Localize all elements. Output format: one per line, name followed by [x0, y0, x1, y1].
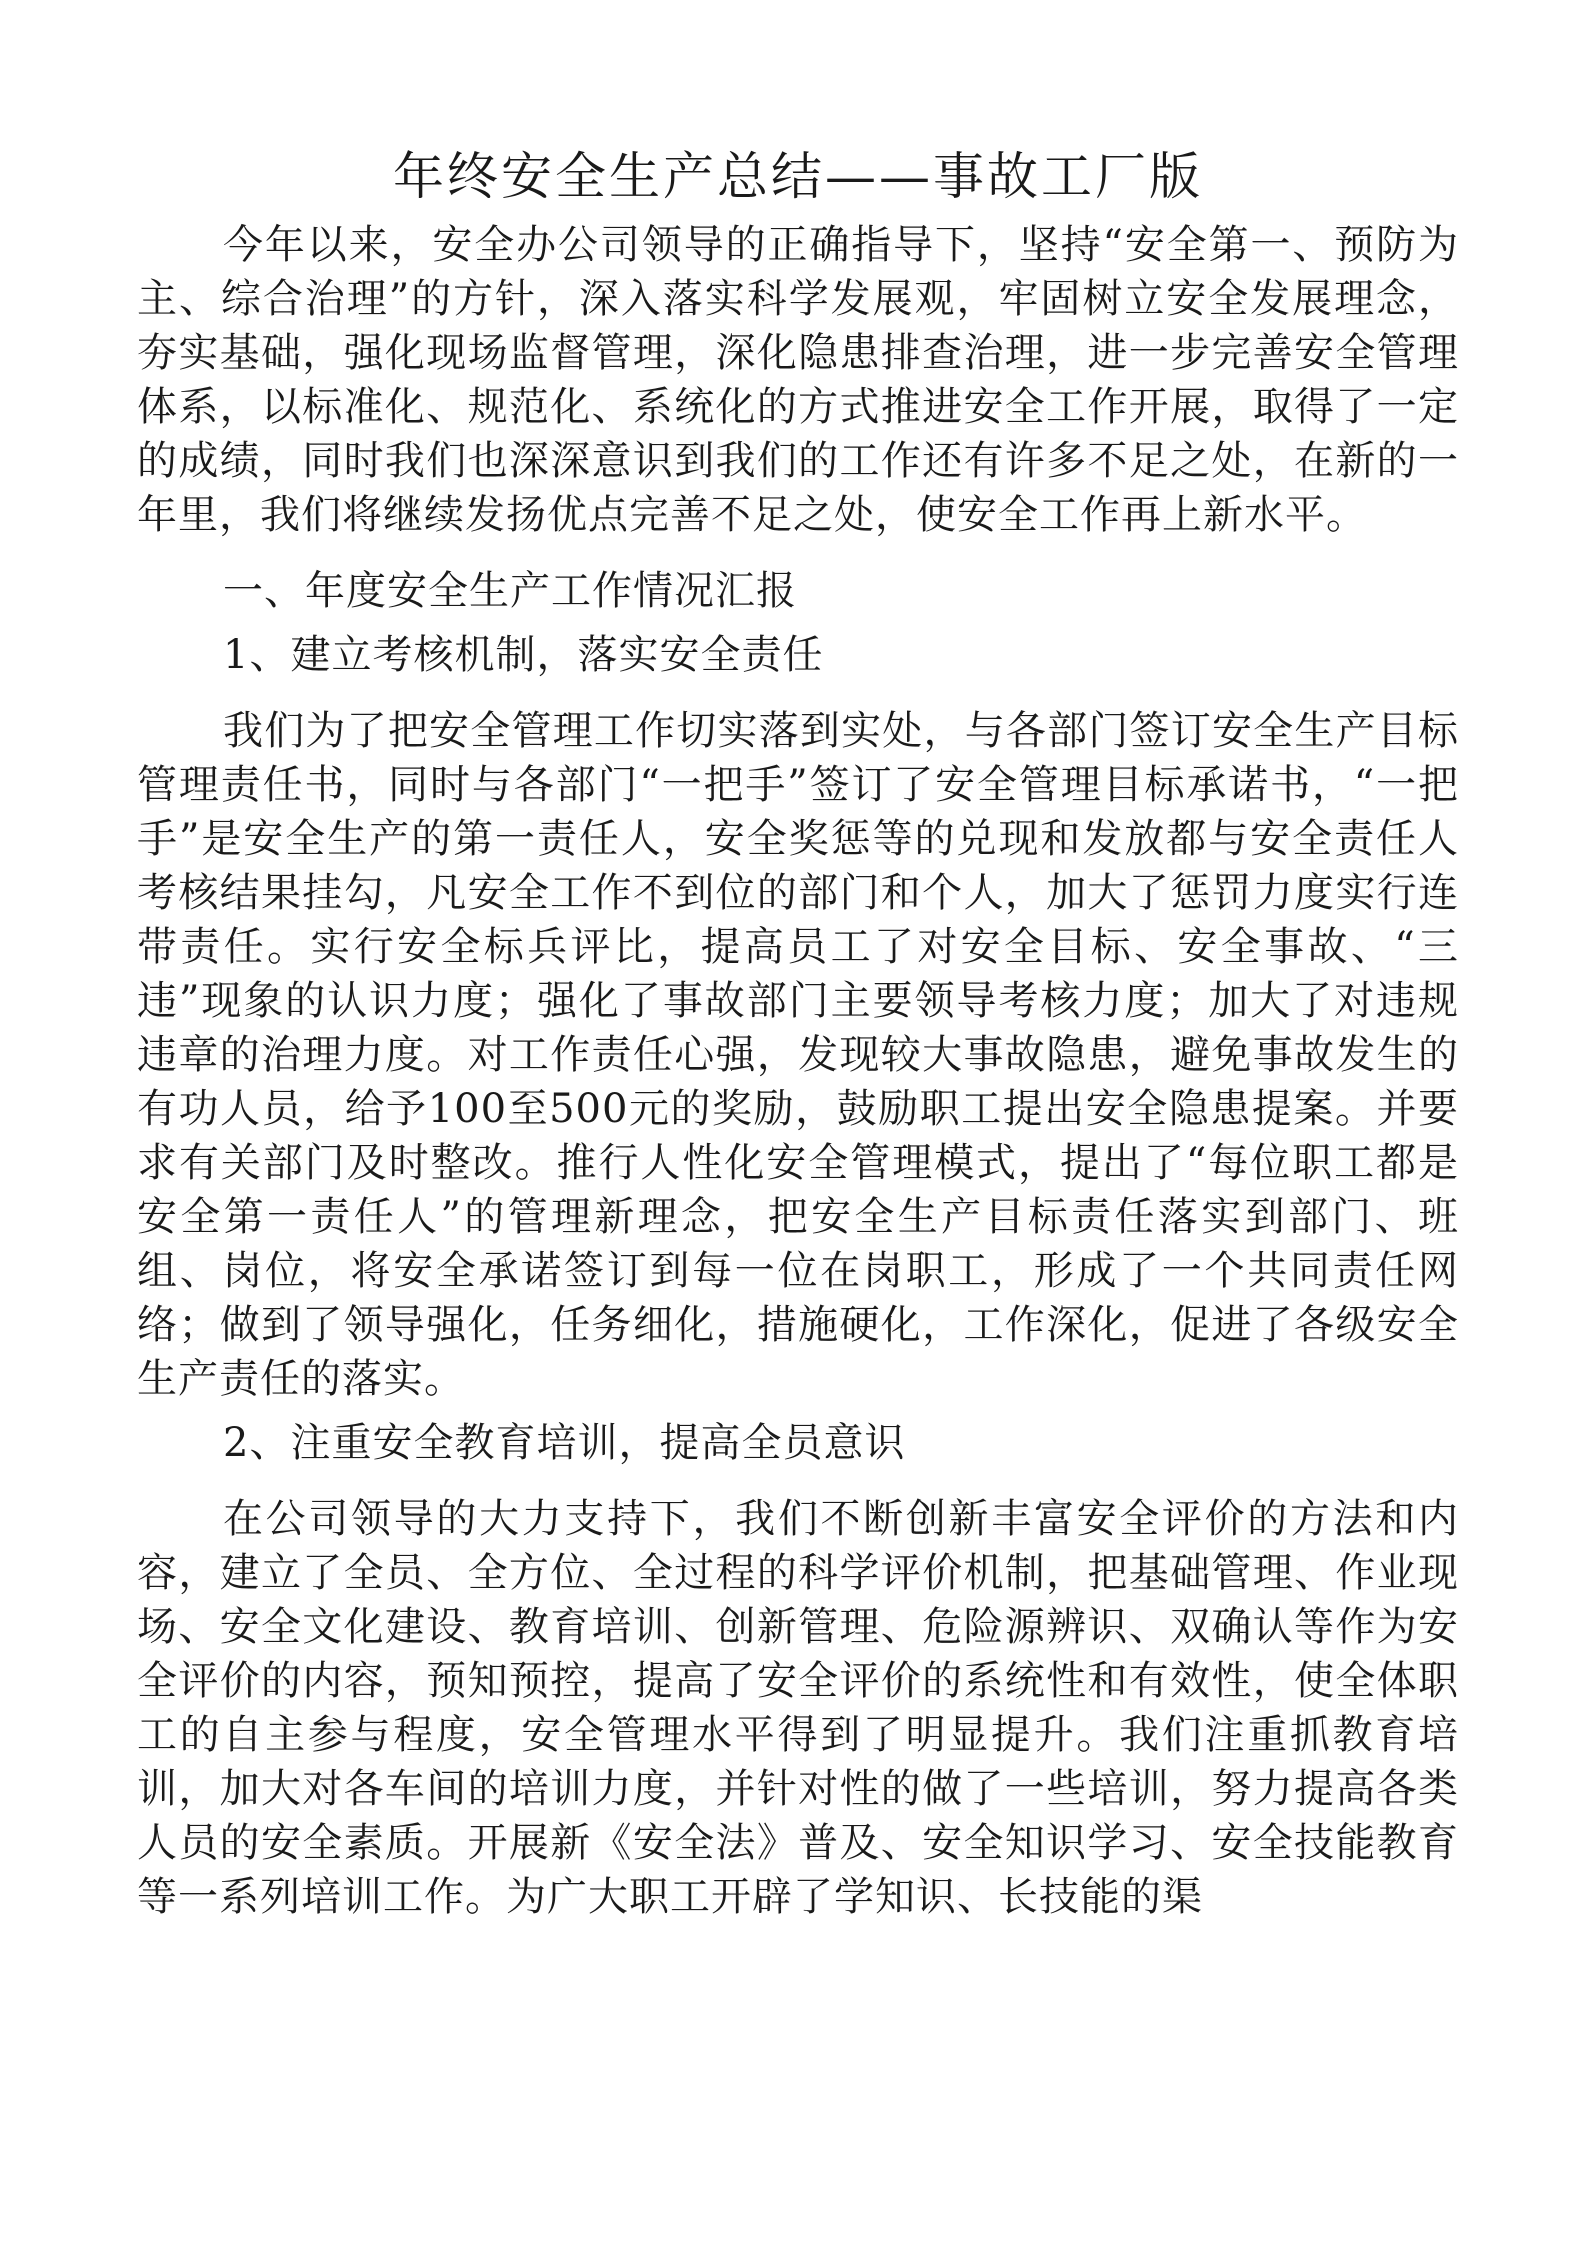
document-title: 年终安全生产总结——事故工厂版 [392, 148, 1203, 207]
section-heading: 一、年度安全生产工作情况汇报 [223, 568, 797, 614]
intro-paragraph: 今年以来，安全办公司领导的正确指导下，坚持“安全第一、预防为主、综合治理”的方针，深入落实科学发展观，牢固树立安全发展理念，夯实基础，强化现场监督管理，深化隐患排查治理，进一步完善安全管理体系，以标准化、规范化、系统化的方式推进安全工作开展，取得了一定的成绩，同时我们也深深意识到我们的工作还有许多不足之处，在新的一年里，我们将继续发扬优点完善不足之处，使安全工作再上新水平。 [137, 222, 1459, 538]
item-paragraph: 我们为了把安全管理工作切实落到实处，与各部门签订安全生产目标管理责任书，同时与各部门“一把手”签订了安全管理目标承诺书，“一把手”是安全生产的第一责任人，安全奖惩等的兑现和发放都与安全责任人考核结果挂勾，凡安全工作不到位的部门和个人，加大了惩罚力度实行连带责任。实行安全标兵评比，提高员工了对安全目标、安全事故、“三违”现象的认识力度；强化了事故部门主要领导考核力度；加大了对违规违章的治理力度。对工作责任心强，发现较大事故隐患，避免事故发生的有功人员，给予100至500元的奖励，鼓励职工提出安全隐患提案。并要求有关部门及时整改。推行人性化安全管理模式，提出了“每位职工都是安全第一责任人”的管理新理念，把安全生产目标责任落实到部门、班组、岗位，将安全承诺签订到每一位在岗职工，形成了一个共同责任网络；做到了领导强化，任务细化，措施硬化，工作深化，促进了各级安全生产责任的落实。 [137, 708, 1459, 1402]
item-heading: 1、建立考核机制，落实安全责任 [223, 632, 824, 678]
item-heading: 2、注重安全教育培训，提高全员意识 [223, 1420, 906, 1466]
item-paragraph: 在公司领导的大力支持下，我们不断创新丰富安全评价的方法和内容，建立了全员、全方位、全过程的科学评价机制，把基础管理、作业现场、安全文化建设、教育培训、创新管理、危险源辨识、双确认等作为安全评价的内容，预知预控，提高了安全评价的系统性和有效性，使全体职工的自主参与程度，安全管理水平得到了明显提升。我们注重抓教育培训，加大对各车间的培训力度，并针对性的做了一些培训，努力提高各类人员的安全素质。开展新《安全法》普及、安全知识学习、安全技能教育等一系列培训工作。为广大职工开辟了学知识、长技能的渠 [137, 1496, 1459, 1920]
document-content [137, 138, 1459, 1924]
